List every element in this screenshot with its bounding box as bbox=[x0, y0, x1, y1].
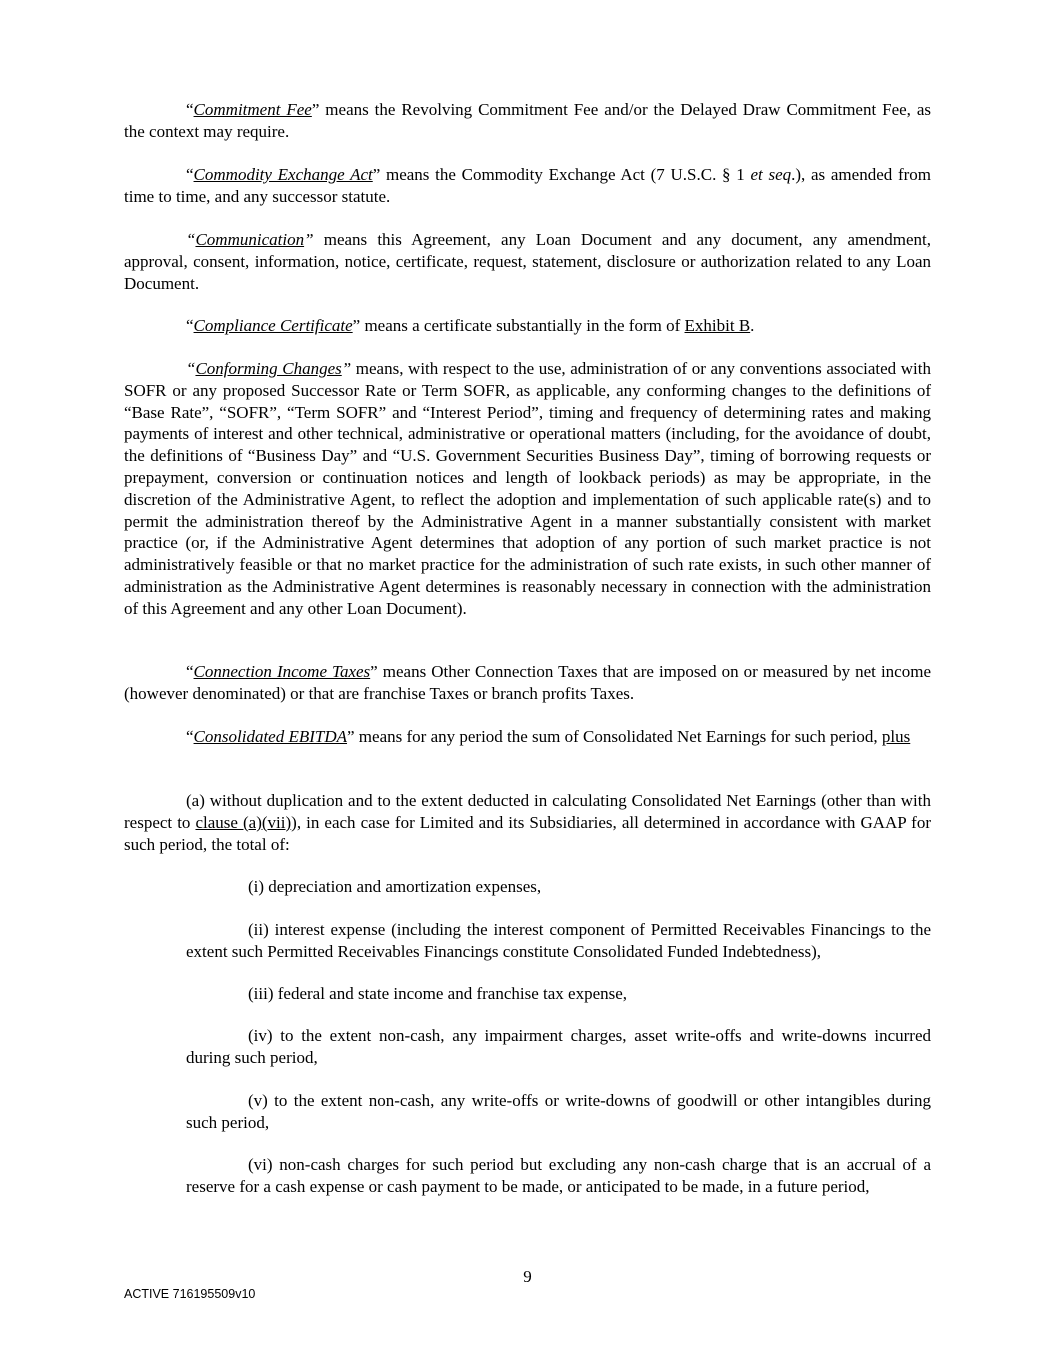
open-quote: “ bbox=[186, 359, 196, 378]
close-quote: ” bbox=[341, 359, 352, 378]
definition-connection-income-taxes bbox=[124, 661, 931, 705]
definition-text: ” means the Revolving Commitment Fee and/or the Delayed Draw Commitment Fee, as the context may require. bbox=[124, 100, 931, 141]
defined-term: Commitment Fee bbox=[193, 100, 312, 119]
defined-term: Consolidated EBITDA bbox=[193, 727, 348, 746]
subclause-iv: (iv) to the extent non-cash, any impairment charges, asset write-offs and write-downs incurred during such period, bbox=[186, 1026, 931, 1067]
close-quote: ” bbox=[304, 230, 314, 249]
defined-term: Commodity Exchange Act bbox=[193, 165, 373, 184]
exhibit-reference: Exhibit B bbox=[684, 316, 751, 335]
definition-text: ” means for any period the sum of Consolidated Net Earnings for such period, bbox=[347, 727, 882, 746]
definition-communication bbox=[124, 229, 931, 294]
document-footer-id: ACTIVE 716195509v10 bbox=[124, 1287, 256, 1301]
defined-term: Conforming Changes bbox=[195, 359, 342, 378]
italic-text: et seq bbox=[750, 165, 792, 184]
definition-conforming-changes bbox=[124, 358, 931, 620]
definition-text: means, with respect to the use, administration of or any conventions associated with SOFR or any proposed Successor Rate or Term SOFR, as applicable, any conforming changes to the definitions of “Base Rate”, “SOFR”, “Term SOFR” and “Interest Period”, timing and frequency of determining rates and making payments of interest and other technical, administrative or operational matters (including, for the avoidance of doubt, the definitions of “Business Day” and “U.S. Government Securities Business Day”, timing of borrowing requests or prepayment, conversion or continuation notices and length of lookback periods) as may be appropriate, in the discretion of the Administrative Agent, to reflect the adoption and implementation of such applicable rate(s) and to permit the administration thereof by the Administrative Agent in a manner substantially consistent with market practice (or, if the Administrative Agent determines that adoption of any portion of such market practice is not administratively feasible or that no market practice for the administration of such rate exists, in such other manner of administration as the Administrative Agent determines is reasonably necessary in connection with the administration of this Agreement and any other Loan Document). bbox=[124, 359, 931, 618]
definition-compliance-certificate bbox=[124, 315, 931, 337]
open-quote: “ bbox=[186, 316, 194, 335]
period: . bbox=[750, 316, 755, 335]
subclause-vi: (vi) non-cash charges for such period but excluding any non-cash charge that is an accrual of a reserve for a cash expense or cash payment to be made, or anticipated to be made, in a future period, bbox=[186, 1155, 931, 1196]
definition-text: means this Agreement, any Loan Document and any document, any amendment, approval, consent, information, notice, certificate, request, statement, disclosure or authorization related to any Loan Document. bbox=[124, 230, 931, 293]
clause-text: (a) without duplication and to the extent deducted in calculating Consolidated Net Earnings (other than with respect to bbox=[124, 791, 931, 832]
subclause-ii: (ii) interest expense (including the interest component of Permitted Receivables Financings to the extent such Permitted Receivables Financings constitute Consolidated Funded Indebtedness), bbox=[186, 920, 931, 961]
open-quote: “ bbox=[186, 230, 196, 249]
clause-a bbox=[124, 790, 931, 855]
definition-text: ” means Other Connection Taxes that are imposed on or measured by net income (however denominated) or that are franchise Taxes or branch profits Taxes. bbox=[124, 662, 931, 703]
subclause-i: (i) depreciation and amortization expenses, bbox=[248, 877, 542, 896]
subclause-iii: (iii) federal and state income and franchise tax expense, bbox=[248, 984, 628, 1003]
subclause-v: (v) to the extent non-cash, any write-offs or write-downs of goodwill or other intangibles during such period, bbox=[186, 1091, 931, 1132]
defined-term: Compliance Certificate bbox=[193, 316, 353, 335]
clause-text-end: ), in each case for Limited and its Subsidiaries, all determined in accordance with GAAP for such period, the total of: bbox=[124, 812, 931, 854]
clause-reference: clause (a)(vii) bbox=[195, 812, 292, 832]
definition-commitment-fee bbox=[124, 99, 931, 143]
definition-consolidated-ebitda bbox=[124, 726, 931, 748]
defined-term: Communication bbox=[195, 230, 305, 249]
open-quote: “ bbox=[186, 662, 194, 681]
plus-keyword: plus bbox=[881, 727, 911, 746]
definition-text: ” means a certificate substantially in the form of bbox=[352, 316, 685, 335]
open-quote: “ bbox=[186, 727, 194, 746]
open-quote: “ bbox=[186, 165, 194, 184]
open-quote: “ bbox=[186, 100, 194, 119]
page-number: 9 bbox=[523, 1267, 532, 1286]
definition-text-end: .), as amended from time to time, and any successor statute. bbox=[124, 165, 931, 206]
definition-commodity-exchange-act bbox=[124, 164, 931, 208]
definition-text: ” means the Commodity Exchange Act (7 U.S.C. § 1 bbox=[372, 165, 751, 184]
defined-term: Connection Income Taxes bbox=[193, 662, 371, 681]
